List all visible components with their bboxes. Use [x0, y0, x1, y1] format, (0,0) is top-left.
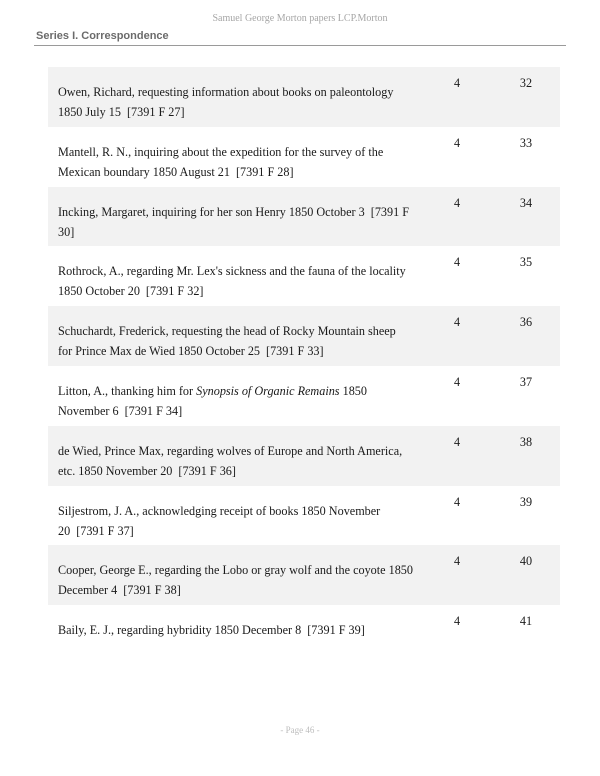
- table-row: [48, 605, 560, 665]
- box-number: 4: [453, 554, 461, 569]
- folder-number: 32: [519, 76, 533, 90]
- item-description: Rothrock, A., regarding Mr. Lex's sickness and the fauna of the locality 1850 October 20 [7391 F 32]: [58, 264, 406, 299]
- item-description: Owen, Richard, requesting information about books on paleontology 1850 July 15 [7391 F 27]: [58, 85, 394, 119]
- box-number: 4: [453, 195, 461, 210]
- call-number: [7391 F 32]: [145, 284, 204, 299]
- box-number: 4: [453, 374, 461, 389]
- item-description: de Wied, Prince Max, regarding wolves of Europe and North America, etc. 1850 November 20 [7391 F 36]: [58, 443, 403, 478]
- call-number: [7391 F 30]: [58, 204, 410, 239]
- call-number: [7391 F 34]: [124, 403, 183, 418]
- folder-number: 35: [519, 255, 533, 270]
- folder-number: 39: [519, 494, 533, 509]
- call-number: [7391 F 38]: [123, 583, 181, 598]
- table-row: [48, 246, 560, 306]
- folder-number: 36: [519, 315, 533, 330]
- box-number: 4: [453, 434, 461, 449]
- series-title: Series I. Correspondence: [36, 30, 169, 42]
- container-list: [48, 67, 560, 665]
- box-number: 4: [453, 315, 461, 330]
- running-head: Samuel George Morton papers LCP.Morton: [212, 13, 388, 24]
- call-number: [7391 F 28]: [235, 164, 294, 179]
- page-number: - Page 46 -: [280, 725, 320, 735]
- box-number: 4: [453, 255, 461, 270]
- item-description: Mantell, R. N., inquiring about the expedition for the survey of the Mexican boundary 1850 August 21 [7391 F 28]: [58, 144, 384, 179]
- table-row: [48, 426, 560, 486]
- table-row: [48, 545, 560, 605]
- item-description: Litton, A., thanking him for Synopsis of Organic Remains 1850 November 6 [7391 F 34]: [58, 383, 367, 418]
- item-description: Baily, E. J., regarding hybridity 1850 December 8 [7391 F 39]: [58, 623, 365, 638]
- table-row: [48, 187, 560, 247]
- publication-title: Synopsis of Organic Remains: [196, 383, 340, 398]
- call-number: [7391 F 37]: [76, 523, 134, 538]
- folder-number: 37: [519, 374, 533, 389]
- header-rule: [34, 45, 566, 46]
- item-description: Incking, Margaret, inquiring for her son Henry 1850 October 3 [7391 F 30]: [58, 204, 410, 239]
- box-number: 4: [453, 76, 461, 90]
- folder-number: 33: [519, 135, 533, 150]
- table-row: [48, 306, 560, 366]
- item-description: Siljestrom, J. A., acknowledging receipt of books 1850 November 20 [7391 F 37]: [58, 503, 381, 538]
- table-row: [48, 67, 560, 127]
- item-description: Cooper, George E., regarding the Lobo or gray wolf and the coyote 1850 December 4 [7391 F 38]: [58, 563, 413, 598]
- table-row: [48, 486, 560, 546]
- table-row: [48, 366, 560, 426]
- folder-number: 34: [519, 195, 533, 210]
- box-number: 4: [453, 614, 461, 629]
- call-number: [7391 F 33]: [266, 344, 324, 359]
- folder-number: 41: [519, 614, 533, 629]
- call-number: [7391 F 39]: [307, 623, 365, 638]
- call-number: [7391 F 36]: [178, 463, 236, 478]
- box-number: 4: [453, 494, 461, 509]
- folder-number: 38: [519, 434, 533, 449]
- box-number: 4: [453, 135, 461, 150]
- folder-number: 40: [519, 554, 533, 569]
- call-number: [7391 F 27]: [126, 105, 185, 119]
- item-description: Schuchardt, Frederick, requesting the head of Rocky Mountain sheep for Prince Max de Wied 1850 October 25 [7391 F 33]: [58, 324, 396, 359]
- table-row: [48, 127, 560, 187]
